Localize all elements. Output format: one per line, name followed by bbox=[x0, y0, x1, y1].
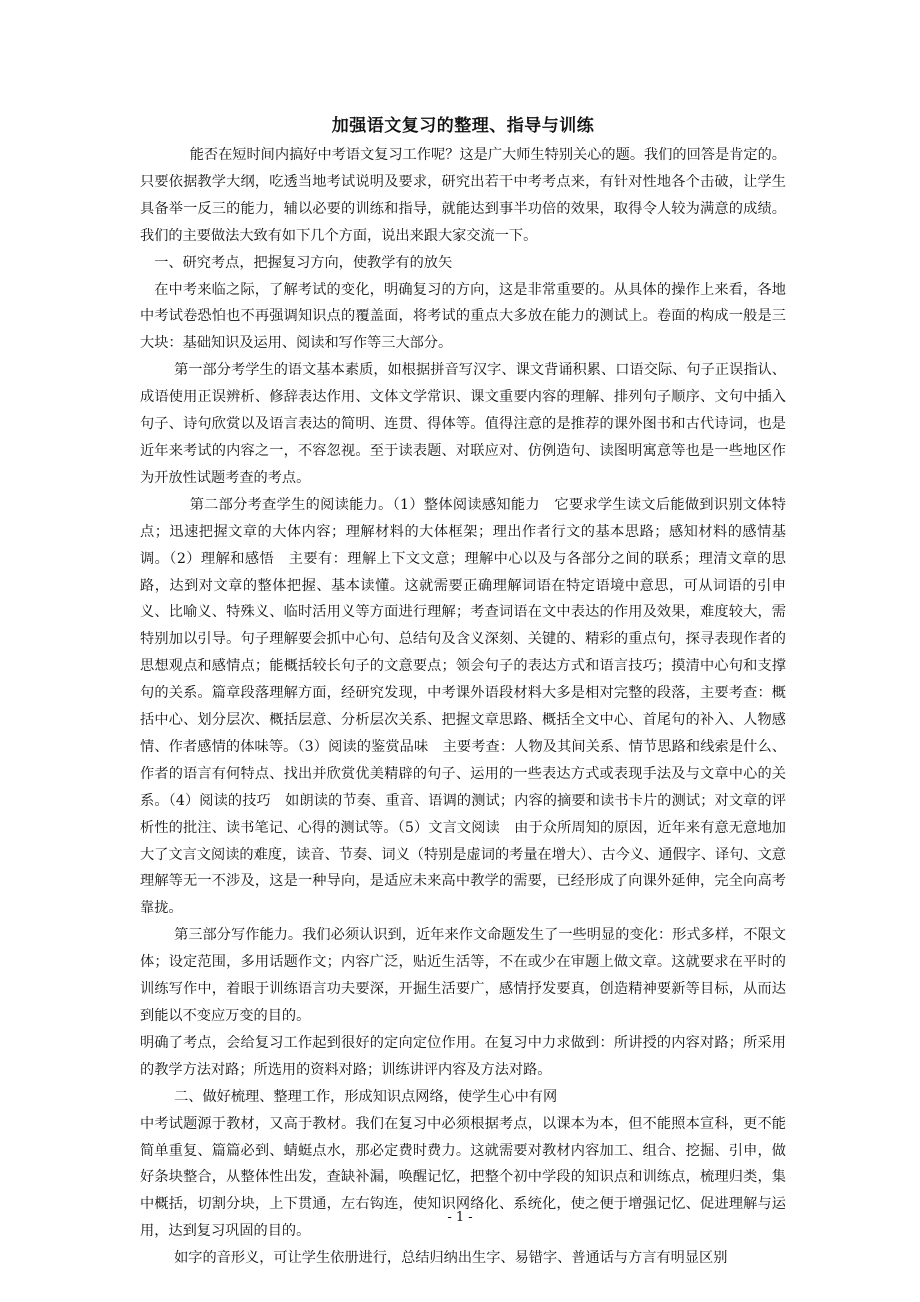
document-body bbox=[140, 112, 786, 1272]
section-heading-1: 一、研究考点，把握复习方向，使教学有的放矢 bbox=[154, 254, 453, 271]
paragraph-exam-points: 明确了考点，会给复习工作起到很好的定向定位作用。在复习中力求做到：所讲授的内容对路；所采用的教学方法对路；所选用的资料对路；训练讲评内容及方法对路。 bbox=[140, 1034, 786, 1078]
paragraph-exam-changes: 在中考来临之际，了解考试的变化，明确复习的方向，这是非常重要的。从具体的操作上来看，各地中考试卷恐怕也不再强调知识点的覆盖面，将考试的重点大多放在能力的测试上。卷面的构成一般是三大块：基础知识及运用、阅读和写作等三大部分。 bbox=[140, 281, 786, 352]
section-heading-2: 二、做好梳理、整理工作，形成知识点网络，使学生心中有网 bbox=[174, 1088, 558, 1105]
page-number: - 1 - bbox=[447, 1210, 473, 1225]
document-title: 加强语文复习的整理、指导与训练 bbox=[331, 116, 595, 136]
paragraph-characters: 如字的音形义，可让学生依册进行，总结归纳出生字、易错字、普通话与方言有明显区别 bbox=[174, 1250, 728, 1267]
paragraph-part-three: 第三部分写作能力。我们必须认识到，近年来作文命题发生了一些明显的变化：形式多样，不限文体；设定范围，多用话题作文；内容广泛，贴近生活等，不在或少在审题上做文章。这就要求在平时的训练写作中，着眼于训练语言功夫要深，开掘生活要广，感情抒发要真，创造精神要新等目标，从而达到能以不变应万变的目的。 bbox=[140, 927, 786, 1024]
paragraph-part-one: 第一部分考学生的语文基本素质，如根据拼音写汉字、课文背诵积累、口语交际、句子正误指认、成语使用正误辨析、修辞表达作用、文体文学常识、课文重要内容的理解、排列句子顺序、文句中插入句子、诗句欣赏以及语言表达的简明、连贯、得体等。值得注意的是推荐的课外图书和古代诗词，也是近年来考试的内容之一，不容忽视。至于读表题、对联应对、仿例造句、读图明寓意等也是一些地区作为开放性试题考查的考点。 bbox=[140, 362, 786, 486]
paragraph-part-two: 第二部分考查学生的阅读能力。（1）整体阅读感知能力 它要求学生读文后能做到识别文体特点；迅速把握文章的大体内容；理解材料的大体框架；理出作者行文的基本思路；感知材料的感情基调。（2）理解和感悟 主要有：理解上下文文意；理解中心以及与各部分之间的联系；理清文章的思路，达到对文章的整体把握、基本读懂。这就需要正确理解词语在特定语境中意思，可从词语的引申义、比喻义、特殊义、临时活用义等方面进行理解；考查词语在文中表达的作用及效果，难度较大，需特别加以引导。句子理解要会抓中心句、总结句及含义深刻、关键的、精彩的重点句，探寻表现作者的思想观点和感情点；能概括较长句子的文意要点；领会句子的表达方式和语言技巧；摸清中心句和支撑句的关系。篇章段落理解方面，经研究发现，中考课外语段材料大多是相对完整的段落，主要考查：概括中心、划分层次、概括层意、分析层次关系、把握文章思路、概括全文中心、首尾句的补入、人物感情、作者感情的体味等。（3）阅读的鉴赏品味 主要考查：人物及其间关系、情节思路和线索是什么、作者的语言有何特点、找出并欣赏优美精辟的句子、运用的一些表达方式或表现手法及与文章中心的关系。（4）阅读的技巧 如朗读的节奏、重音、语调的测试；内容的摘要和读书卡片的测试；对文章的评析性的批注、读书笔记、心得的测试等。（5）文言文阅读 由于众所周知的原因，近年来有意无意地加大了文言文阅读的难度，读音、节奏、词义（特别是虚词的考量在增大）、古今义、通假字、译句、文意理解等无一不涉及，这是一种导向，是适应未来高中教学的需要，已经形成了向课外延伸，完全向高考靠拢。 bbox=[140, 496, 786, 917]
intro-paragraph: 能否在短时间内搞好中考语文复习工作呢？这是广大师生特别关心的题。我们的回答是肯定的。只要依据教学大纲，吃透当地考试说明及要求，研究出若干中考考点来，有针对性地各个击破，让学生具备举一反三的能力，辅以必要的训练和指导，就能达到事半功倍的效果，取得令人较为满意的成绩。我们的主要做法大致有如下几个方面，说出来跟大家交流一下。 bbox=[140, 147, 786, 244]
paragraph-textbook: 中考试题源于教材，又高于教材。我们在复习中必须根据考点，以课本为本，但不能照本宣科，更不能简单重复、篇篇必到、蜻蜓点水，那必定费时费力。这就需要对教材内容加工、组合、挖掘、引申，做好条块整合，从整体性出发，查缺补漏，唤醒记忆，把整个初中学段的知识点和训练点，梳理归类，集中概括，切割分块，上下贯通，左右钩连，使知识网络化、系统化，使之便于增强记忆、促进理解与运用，达到复习巩固的目的。 bbox=[140, 1115, 786, 1240]
